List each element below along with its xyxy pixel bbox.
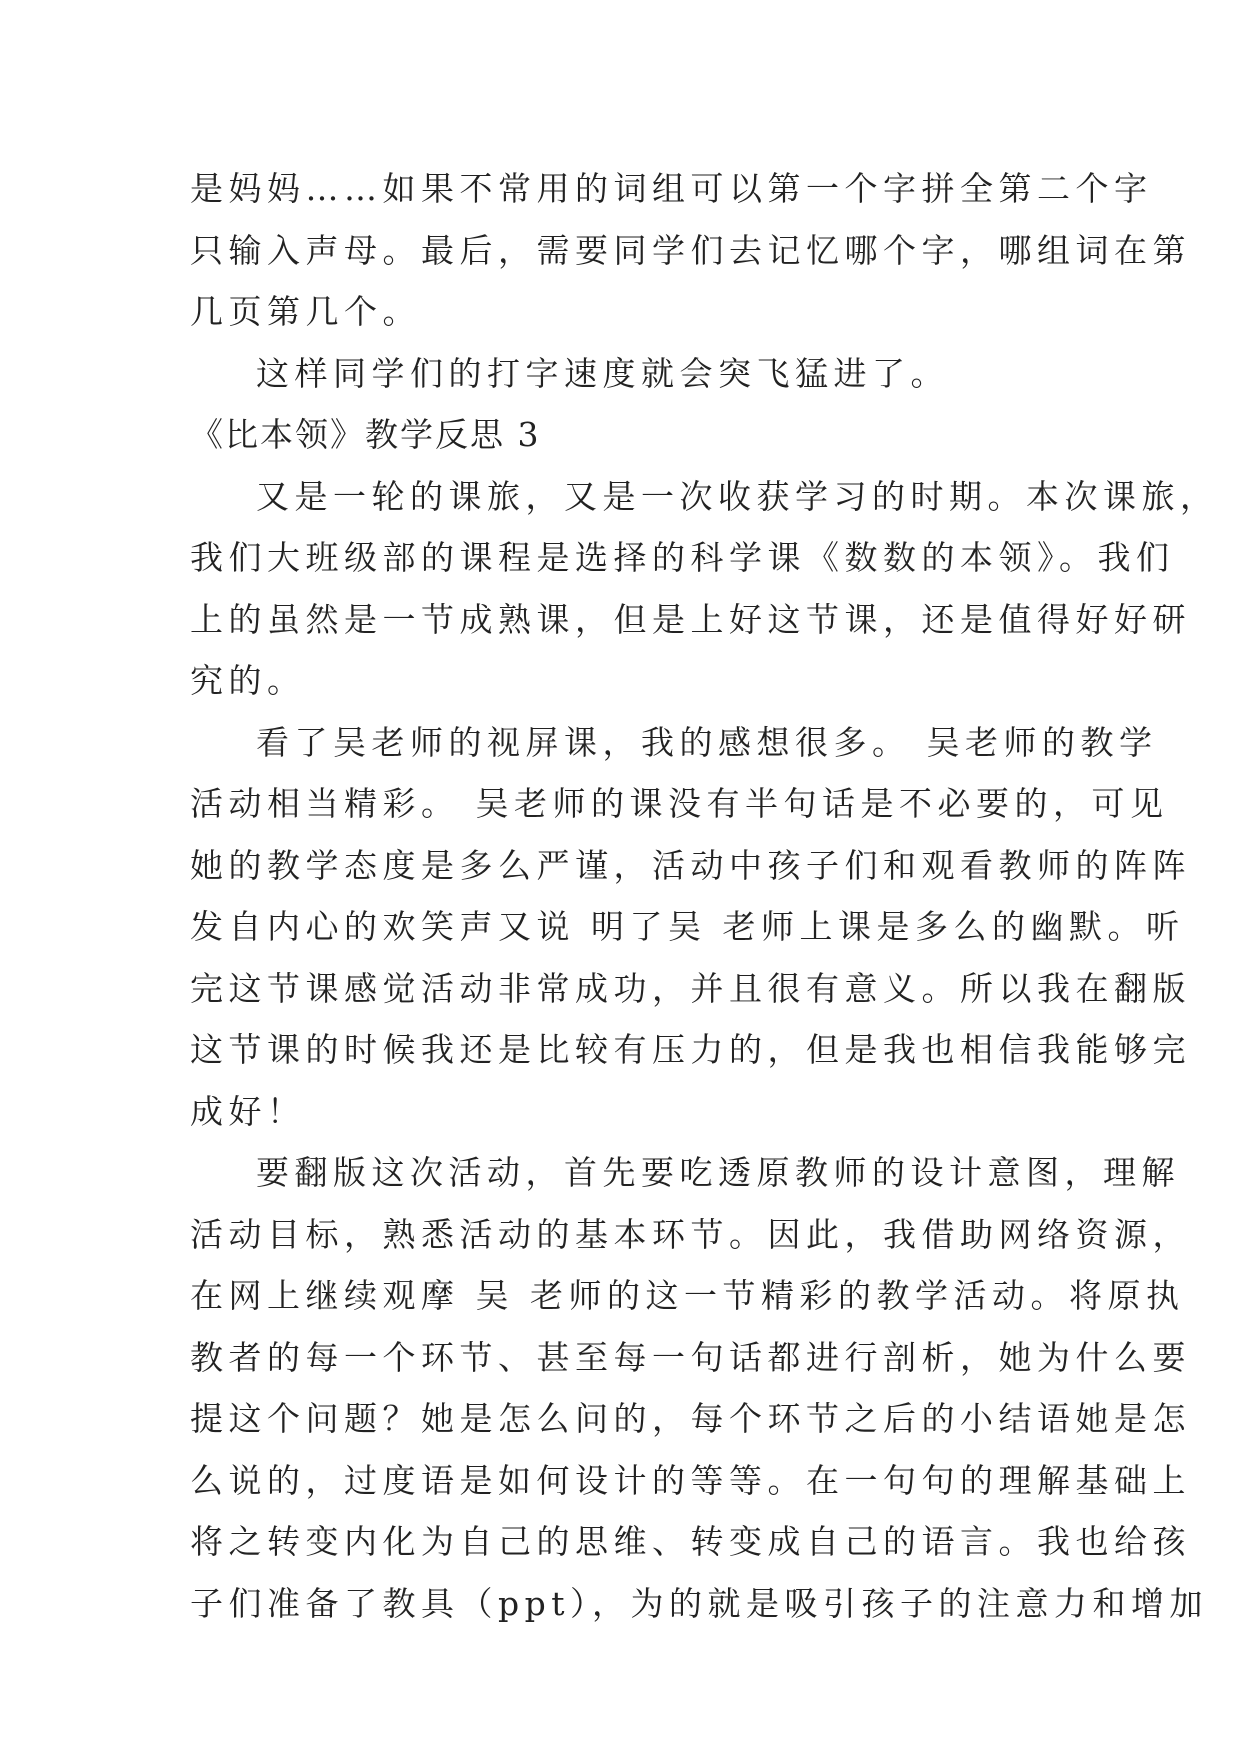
text-line: 只输入声母。最后，需要同学们去记忆哪个字，哪组词在第 <box>190 230 1191 270</box>
text-line: 提这个问题？她是怎么问的，每个环节之后的小结语她是怎 <box>190 1399 1191 1438</box>
text-line: 活动相当精彩。 吴老师的课没有半句话是不必要的，可见 <box>190 784 1169 823</box>
document-body <box>190 158 1219 1634</box>
paragraph-first-line: 看了吴老师的视屏课，我的感想很多。 吴老师的教学 <box>256 722 1158 762</box>
section-heading: 《比本领》教学反思 3 <box>190 415 541 454</box>
paragraph-first-line: 这样同学们的打字速度就会突飞猛进了。 <box>256 353 949 393</box>
text-line: 发自内心的欢笑声又说 明了吴 老师上课是多么的幽默。听 <box>190 907 1185 946</box>
text-line: 将之转变内化为自己的思维、转变成自己的语言。我也给孩 <box>190 1522 1191 1561</box>
text-line: 究的。 <box>190 661 306 700</box>
text-line: 上的虽然是一节成熟课，但是上好这节课，还是值得好好研 <box>190 599 1191 639</box>
text-line: 教者的每一个环节、甚至每一句话都进行剖析，她为什么要 <box>190 1337 1191 1377</box>
paragraph-first-line: 又是一轮的课旅，又是一次收获学习的时期。本次课旅， <box>256 476 1219 516</box>
text-line: 在网上继续观摩 吴 老师的这一节精彩的教学活动。将原执 <box>190 1276 1185 1315</box>
text-line: 几页第几个。 <box>190 292 421 331</box>
text-line: 活动目标，熟悉活动的基本环节。因此，我借助网络资源， <box>190 1214 1191 1254</box>
text-line: 完这节课感觉活动非常成功，并且很有意义。所以我在翻版 <box>190 968 1191 1008</box>
text-line: 这节课的时候我还是比较有压力的，但是我也相信我能够完 <box>190 1030 1191 1069</box>
text-line: 她的教学态度是多么严谨，活动中孩子们和观看教师的阵阵 <box>190 845 1191 885</box>
text-line: 成好！ <box>190 1091 306 1131</box>
paragraph-first-line: 要翻版这次活动，首先要吃透原教师的设计意图，理解 <box>256 1153 1180 1192</box>
text-line: 我们大班级部的课程是选择的科学课《数数的本领》。我们 <box>190 538 1175 577</box>
text-line: 么说的，过度语是如何设计的等等。在一句句的理解基础上 <box>190 1460 1191 1500</box>
text-line: 是妈妈……如果不常用的词组可以第一个字拼全第二个字 <box>190 169 1153 208</box>
text-line: 子们准备了教具（ppt），为的就是吸引孩子的注意力和增加 <box>190 1583 1209 1623</box>
